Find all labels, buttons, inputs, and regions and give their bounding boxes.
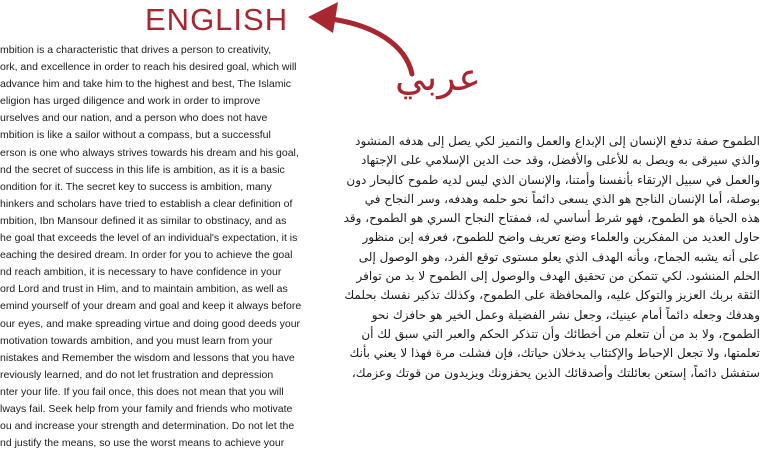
text-line: ondition for it. The secret key to success is ambition, many	[0, 180, 272, 193]
text-line: ou and increase your strength and determination. Do not let the	[0, 420, 295, 433]
text-line: emind yourself of your dream and goal and keep it always before	[0, 300, 302, 313]
text-line: تعلمتها، ولا تجعل الإحباط والإكتئاب يدخلان حياتك، فإن فشلت مرة فهذا لا يعني بأنك	[349, 346, 760, 361]
english-heading: ENGLISH	[145, 2, 289, 37]
text-line: nistakes and Remember the wisdom and lessons that you have	[0, 351, 295, 364]
arabic-paragraph	[300, 132, 760, 411]
text-line: nd the secret of success in this life is ambition, as it is a basic	[0, 163, 285, 176]
text-line: وهدفك وجعله دائماً أمام عينيك، وجعل نشر الفضيلة وعمل الخير هو حافزك نحو	[371, 307, 760, 322]
text-line: الطموح صفة تدفع الإنسان إلى الإبداع والعمل والتميز لكي يصل إلى هدفه المنشود	[355, 134, 760, 148]
text-line: nd justify the means, so use the worst means to achieve your	[0, 437, 285, 450]
text-line: ستفشل دائماً، إستعن بعائلتك وأصدقائك الذين يحفزونك ويزيدون من قوتك وعزمك،	[351, 365, 760, 380]
text-line: nd reach ambition, it is necessary to have confidence in your	[0, 266, 282, 279]
text-line: he goal that exceeds the level of an individual's expectation, it is	[0, 232, 298, 245]
text-line: الثقة بربك العزيز والتوكل عليه، والمحافظة على الطموح، وكذلك تذكير نفسك بحلمك	[344, 288, 760, 303]
text-line: urselves and our nation, and a person who does not have	[0, 112, 268, 125]
text-line: الطموح، ولا بد من أن تتعلم من أخطائك وأن تتذكر الحكم والعبر التي سبق لك أن	[361, 326, 760, 341]
text-line: والذي سيرقى به ويصل به للأعلى والأفضل، وقد حث الدين الإسلامي على الإجتهاد	[361, 153, 760, 168]
text-line: الحلم المنشود. لكي تتمكن من تحقيق الهدف والوصول إلى الطموح لا بد من توافر	[356, 269, 760, 284]
text-line: حاول العديد من المفكرين والعلماء وضع تعريف واضح للطموح، فعرفه إبن منظور	[362, 230, 760, 245]
text-line: advance him and take him to the highest and best, The Islamic	[0, 78, 292, 91]
text-line: mbition is like a sailor without a compass, but a successful	[0, 129, 271, 142]
text-line: ork, and excellence in order to reach his desired goal, which will	[0, 61, 297, 74]
english-paragraph	[0, 42, 302, 450]
text-line: بوصلة، أما الإنسان الناجح هو الذي يسعى دائماً نحو حلمه وهدفه، وسر النجاح في	[364, 191, 760, 206]
text-line: mbition is a characteristic that drives a person to creativity,	[0, 44, 272, 56]
text-line: eaching the desired dream. In order for you to achieve the goal	[0, 249, 293, 262]
text-line: ord Lord and trust in Him, and to maintain ambition, as well as	[0, 283, 288, 296]
text-line: nter your life. If you fail once, this does not mean that you will	[0, 385, 284, 398]
text-line: والعمل في سبيل الإرتقاء بأنفسنا وأمتنا، والإنسان الذي ليس لديه طموح كالبحار دون	[346, 172, 760, 187]
text-line: motivation towards ambition, and you must learn from your	[0, 334, 273, 347]
arabic-label: عربي	[395, 55, 481, 99]
text-line: eligion has urged diligence and work in order to improve	[0, 95, 261, 108]
text-line: lways fail. Seek help from your family and friends who motivate	[0, 402, 293, 415]
text-line: mbition, Ibn Mansour defined it as similar to obstinacy, and as	[0, 214, 287, 227]
text-line: هذه الحياة هو الطموح، فهو شرط أساسي له، فمفتاح النجاح السري هو الطموح، وقد	[343, 211, 760, 226]
arrow-head	[308, 2, 338, 33]
text-line: على أنه يشبه الجماح، وبأنه الهدف الذي يعلو مستوى توقع الفرد، وهو الوصول إلى	[358, 249, 760, 264]
text-line: erson is one who always strives towards his dream and his goal,	[0, 146, 299, 159]
text-line: reviously learned, and do not let frustration and depression	[0, 368, 274, 381]
text-line: hinkers and scholars have tried to establish a clear definition of	[0, 197, 293, 210]
text-line: our eyes, and make spreading virtue and doing good deeds your	[0, 317, 301, 330]
